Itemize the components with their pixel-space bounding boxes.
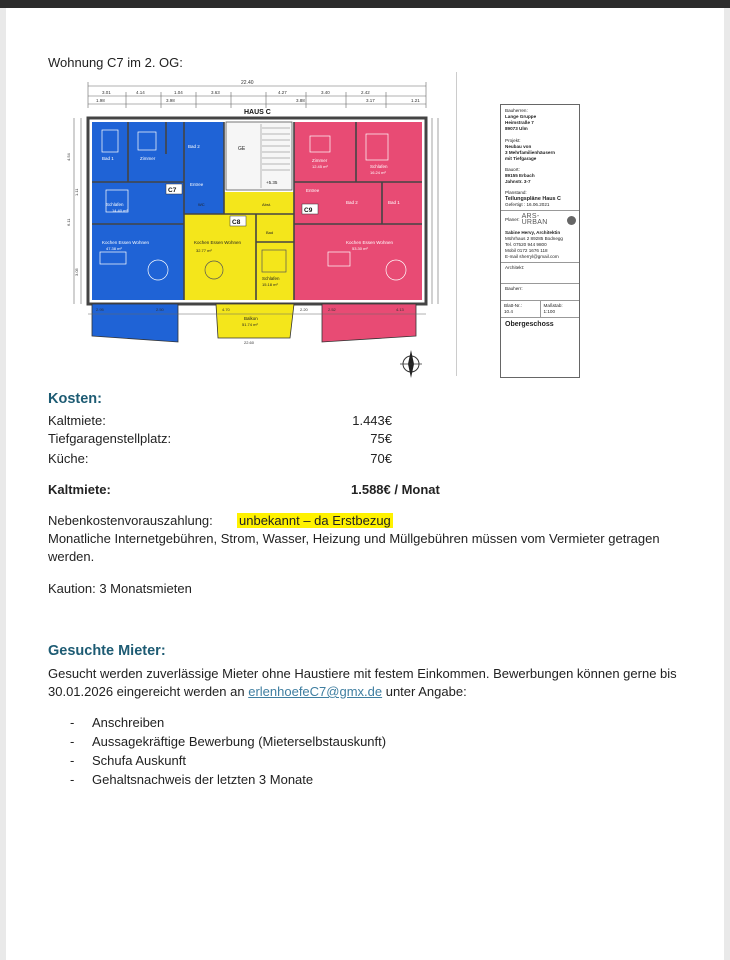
room-label: Schlafen: [106, 202, 124, 207]
room-label: Kochen Essen Wohnen: [346, 240, 393, 245]
room-area: 15.18 m²: [262, 282, 278, 287]
logo-circle-icon: [567, 216, 576, 225]
tb-architect: Tel. 07520 944 9800: [505, 242, 547, 247]
tb-planer-label: Planer:: [505, 217, 520, 222]
room-area: 16.24 m²: [370, 170, 386, 175]
staircase: [226, 122, 292, 190]
list-item: Schufa Auskunft: [92, 753, 186, 768]
house-label: HAUS C: [244, 109, 271, 116]
tb-floor: Obergeschoss: [505, 321, 554, 328]
tb-bauort-label: Bauort:: [505, 167, 520, 172]
cost-label-rent: Kaltmiete:: [48, 413, 106, 428]
room-label: Bad: [266, 230, 274, 235]
dim-bottom: 4.13: [396, 307, 404, 312]
dim-top: 3.40: [321, 90, 330, 95]
cost-value-rent: 1.443€: [352, 413, 392, 428]
room-label: Schlafen: [262, 276, 280, 281]
dim-top: 1.04: [174, 90, 183, 95]
room-label: Kochen Essen Wohnen: [102, 240, 149, 245]
dim-bottom: 22.60: [244, 340, 255, 345]
unit-label-c9: C9: [304, 207, 313, 214]
tb-gefertigt: Gefertigt : 16.06.2021: [505, 202, 550, 207]
unit-label-c8: C8: [232, 219, 241, 226]
planer-logo: ARS-URBAN: [521, 213, 548, 226]
room-area: 14.40 m²: [112, 208, 128, 213]
tb-massstab: 1:100: [543, 309, 555, 314]
cost-label-kitchen: Küche:: [48, 451, 89, 466]
tb-bauherr-label: Bauherren:: [505, 108, 528, 113]
north-arrow-icon: [398, 348, 424, 380]
bullet-dash: -: [70, 715, 75, 730]
floor-plan: [66, 74, 446, 346]
room-label: Bad 1: [102, 156, 114, 161]
dim-top: 4.27: [278, 90, 287, 95]
top-bar: [0, 0, 730, 8]
unit-c7-area: [184, 122, 224, 214]
dim-left: 1.11: [74, 188, 79, 196]
tenants-intro-text: Gesucht werden zuverlässige Mieter ohne Haustiere mit festem Einkommen. Bewerbungen können gerne bis 30.01.2026 eingereicht werden an: [48, 666, 677, 699]
balcony-area: 51.74 m²: [242, 322, 258, 327]
stair-label: GE: [238, 146, 246, 152]
tb-projekt-label: Projekt:: [505, 138, 521, 143]
tb-projekt: mit Tiefgarage: [505, 156, 537, 161]
dim-left: 6.11: [66, 218, 71, 226]
tb-blatt: 10.4: [504, 309, 513, 314]
room-label: Kochen Essen Wohnen: [194, 240, 241, 245]
tb-architekt-label: Architekt:: [501, 263, 579, 284]
title-block: [500, 104, 580, 378]
list-item: Gehaltsnachweis der letzten 3 Monate: [92, 772, 314, 787]
unit-c8-area: [224, 192, 294, 214]
dim-left: 3.05: [74, 268, 79, 276]
room-label: WC: [198, 202, 205, 207]
tb-blatt-label: Blatt-Nr.:: [504, 303, 522, 308]
dim-top: 2.42: [361, 90, 370, 95]
tb-projekt: Neubau von: [505, 144, 532, 149]
bullet-dash: -: [70, 753, 75, 768]
balcony-c7: [92, 304, 178, 342]
nk-value: unbekannt – da Erstbezug: [239, 513, 391, 528]
list-item: Aussagekräftige Bewerbung (Mieterselbstauskunft): [92, 734, 387, 749]
bullet-dash: -: [70, 772, 75, 787]
dim-top: 1.21: [411, 98, 420, 103]
room-label: Abst.: [262, 202, 272, 207]
dim-left: 4.54: [66, 153, 71, 161]
tenants-intro-end: unter Angabe:: [382, 684, 467, 699]
dim-top: 3.98: [166, 98, 175, 103]
dim-total-top: 22.40: [241, 80, 254, 86]
room-label: Bad 1: [388, 200, 400, 205]
dim-bottom: 2.52: [328, 307, 336, 312]
tb-bauherr: Lange Gruppe: [505, 114, 537, 119]
unit-label-c7: C7: [168, 187, 177, 194]
cost-value-parking: 75€: [370, 431, 392, 446]
room-area: 47.38 m²: [106, 246, 122, 251]
room-label: Entree: [306, 188, 320, 193]
tb-projekt: 3 Mehrfamilienhäusern: [505, 150, 556, 155]
stair-level: +5.35: [266, 180, 278, 185]
dim-bottom: 2.50: [156, 307, 164, 312]
dim-top: 3.63: [211, 90, 220, 95]
tb-architect: Mobil 0172 1676 118: [505, 248, 548, 253]
tb-bauherr: Heimstraße 7: [505, 120, 534, 125]
tenants-heading: Gesuchte Mieter:: [48, 643, 166, 659]
tb-architect: Mührhaus 2 89285 Bodnegg: [505, 236, 563, 241]
total-value: 1.588€ / Monat: [351, 482, 440, 497]
dim-top: 3.17: [366, 98, 375, 103]
dim-top: 4.14: [136, 90, 145, 95]
room-label: Schlafen: [370, 164, 388, 169]
balcony-label: Balkon: [244, 316, 258, 321]
tb-bauherr2-label: Bauherr:: [501, 284, 579, 301]
costs-heading: Kosten:: [48, 391, 102, 407]
divider: [456, 72, 457, 376]
room-label: Bad 2: [188, 144, 200, 149]
tb-architect: Sabine Hervy, Architektin: [505, 230, 561, 235]
dim-top: 3.88: [296, 98, 305, 103]
room-area: 12.45 m²: [312, 164, 328, 169]
total-label: Kaltmiete:: [48, 482, 111, 497]
dim-bottom: 2.95: [96, 307, 104, 312]
tb-bauherr: 89073 Ulm: [505, 126, 528, 131]
dim-bottom: 2.20: [300, 307, 308, 312]
tb-architect: E-mail sherryl@gmail.com: [505, 254, 559, 259]
room-area: 53.30 m²: [352, 246, 368, 251]
dim-top: 1.98: [96, 98, 105, 103]
cost-label-parking: Tiefgaragenstellplatz:: [48, 431, 172, 446]
tb-plan-title: Teilungspläne Haus C: [505, 196, 561, 202]
document-page: [6, 8, 724, 960]
deposit: Kaution: 3 Monatsmieten: [48, 581, 192, 596]
email-link[interactable]: erlenhoefeC7@gmx.de: [248, 684, 383, 699]
room-label: Entree: [190, 182, 204, 187]
list-item: Anschreiben: [92, 715, 165, 730]
tb-massstab-label: Maßstab:: [543, 303, 563, 308]
dim-bottom: 4.70: [222, 307, 230, 312]
tb-bauort: 89155 Erbach: [505, 173, 535, 178]
tenants-intro: [48, 665, 688, 701]
dim-top: 3.01: [102, 90, 111, 95]
room-label: Bad 2: [346, 200, 358, 205]
tb-planstand-label: Planstand:: [505, 190, 527, 195]
bullet-dash: -: [70, 734, 75, 749]
cost-value-kitchen: 70€: [370, 451, 392, 466]
nk-label: Nebenkostenvorauszahlung:: [48, 513, 213, 528]
room-label: Zimmer: [312, 158, 328, 163]
apartment-heading: Wohnung C7 im 2. OG:: [48, 55, 183, 70]
room-area: 32.77 m²: [196, 248, 212, 253]
room-label: Zimmer: [140, 156, 156, 161]
tb-bauort: Jahnstr. 3-7: [505, 179, 531, 184]
cost-note: Monatliche Internetgebühren, Strom, Wasser, Heizung und Müllgebühren müssen vom Vermieter getragen werden.: [48, 531, 660, 564]
unit-c8-area: [184, 214, 294, 300]
